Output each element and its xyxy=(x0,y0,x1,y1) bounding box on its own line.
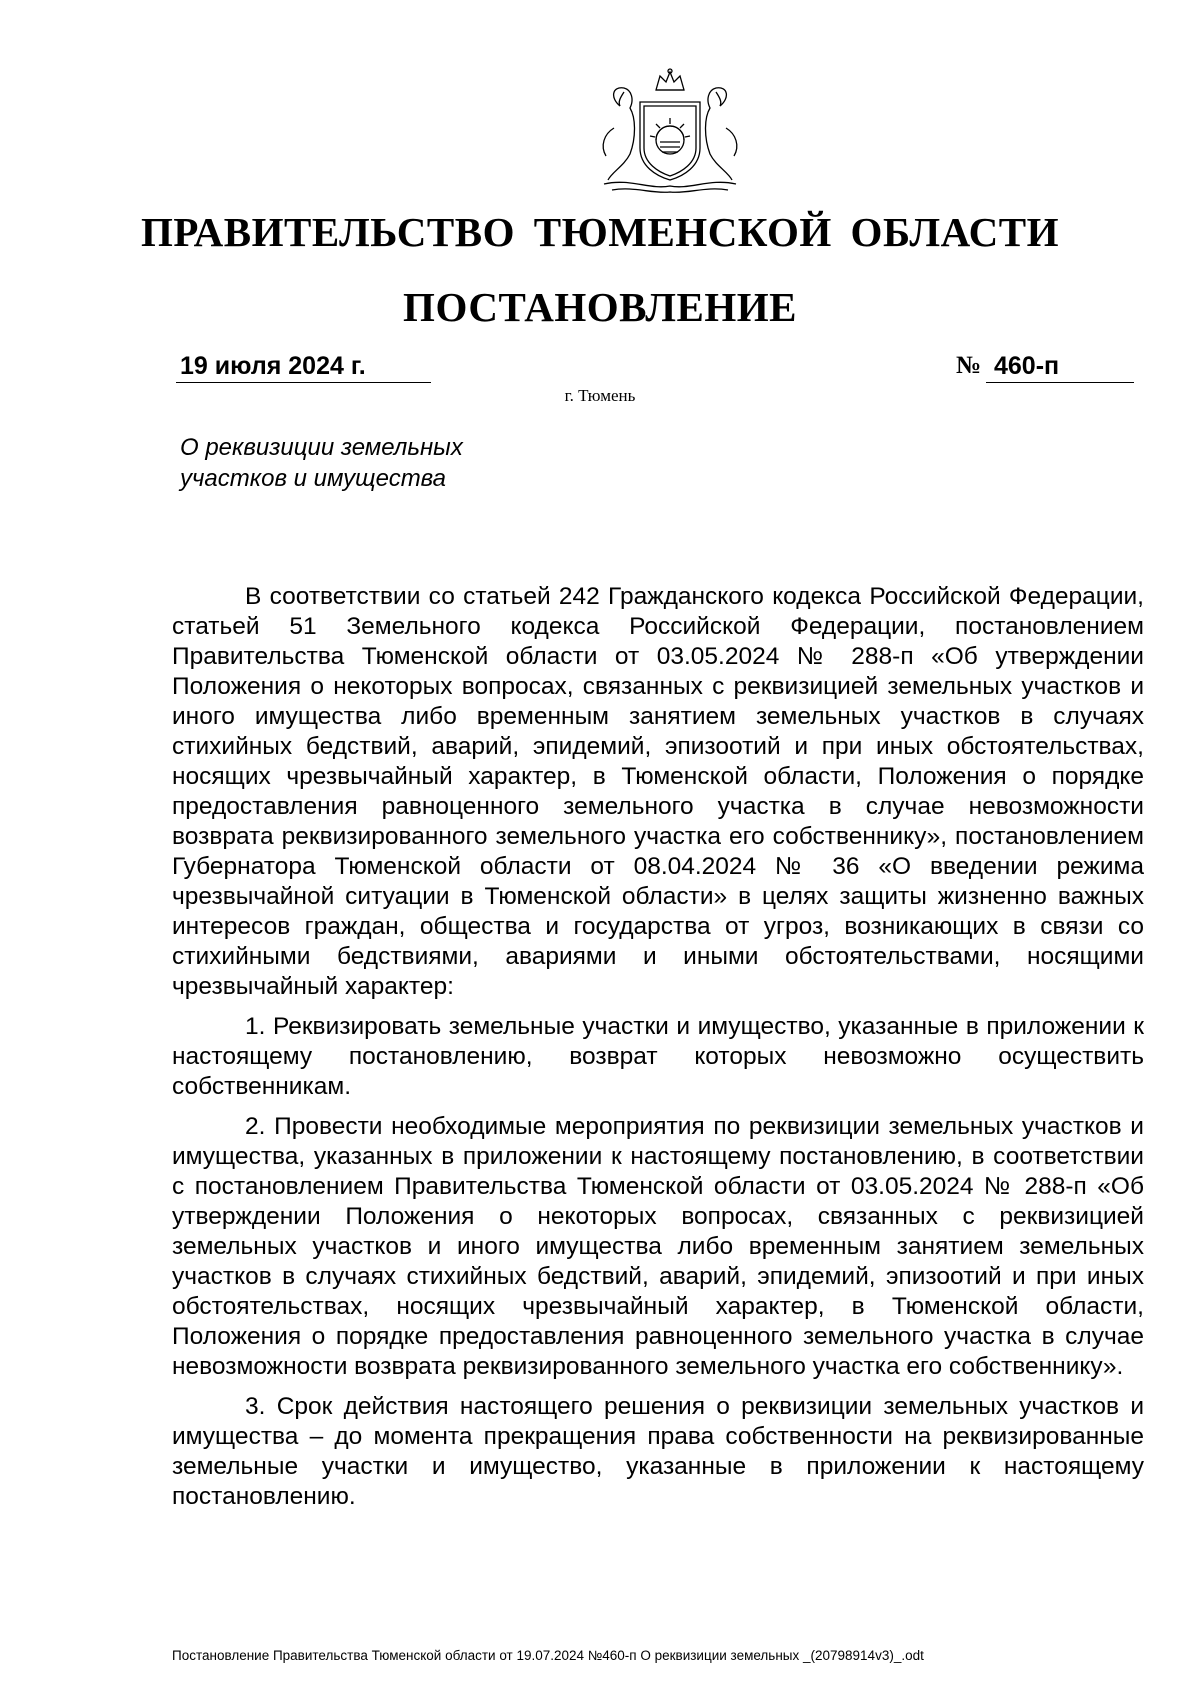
subject-line-2: участков и имущества xyxy=(180,465,447,492)
item-1-paragraph: 1. Реквизировать земельные участки и имущество, указанные в приложении к настоящему постановлению, возврат которых невозможно осуществить собственникам. xyxy=(172,1013,1144,1100)
document-number: 460-п xyxy=(994,352,1060,380)
footer-filename: Постановление Правительства Тюменской области от 19.07.2024 №460-п О реквизиции земельных _(20798914v3)_.odt xyxy=(172,1648,924,1663)
document-city: г. Тюмень xyxy=(564,386,636,405)
document-number-label: № xyxy=(956,352,982,379)
document-subject xyxy=(180,432,560,494)
document-body xyxy=(172,582,1144,1522)
document-date-field xyxy=(176,352,431,383)
item-3-paragraph: 3. Срок действия настоящего решения о реквизиции земельных участков и имущества – до момента прекращения права собственности на реквизированные земельные участки и имущество, указанные в приложении к настоящему постановлению. xyxy=(172,1393,1144,1510)
coat-of-arms-icon xyxy=(590,68,750,198)
document-type: ПОСТАНОВЛЕНИЕ xyxy=(403,284,797,330)
item-2-paragraph: 2. Провести необходимые мероприятия по реквизиции земельных участков и имущества, указанных в приложении к настоящему постановлению, в соответствии с постановлением Правительства Тюменской области от 03.05.2024 № 288-п «Об утверждении Положения о некоторых вопросах, связанных с реквизицией земельных участков и иного имущества либо временным занятием земельных участков в случаях стихийных бедствий, аварий, эпидемий, эпизоотий и при иных обстоятельствах, носящих чрезвычайный характер, в Тюменской области, Положения о порядке предоставления равноценного земельного участка в случае невозможности возврата реквизированного земельного участка его собственнику». xyxy=(172,1113,1144,1380)
subject-line-1: О реквизиции земельных xyxy=(180,434,463,461)
organization-title: ПРАВИТЕЛЬСТВО ТЮМЕНСКОЙ ОБЛАСТИ xyxy=(140,209,1059,255)
document-date: 19 июля 2024 г. xyxy=(180,352,366,380)
document-number-field xyxy=(986,352,1134,383)
preamble-paragraph: В соответствии со статьей 242 Гражданского кодекса Российской Федерации, статьей 51 Земельного кодекса Российской Федерации, постановлением Правительства Тюменской области от 03.05.2024 № 288-п «Об утверждении Положения о некоторых вопросах, связанных с реквизицией земельных участков и иного имущества либо временным занятием земельных участков в случаях стихийных бедствий, аварий, эпидемий, эпизоотий и при иных обстоятельствах, носящих чрезвычайный характер, в Тюменской области, Положения о порядке предоставления равноценного земельного участка в случае невозможности возврата реквизированного земельного участка его собственнику», постановлением Губернатора Тюменской области от 08.04.2024 № 36 «О введении режима чрезвычайной ситуации в Тюменской области» в целях защиты жизненно важных интересов граждан, общества и государства от угроз, возникающих в связи со стихийными бедствиями, авариями и иными обстоятельствами, носящими чрезвычайный характер: xyxy=(172,583,1144,1000)
